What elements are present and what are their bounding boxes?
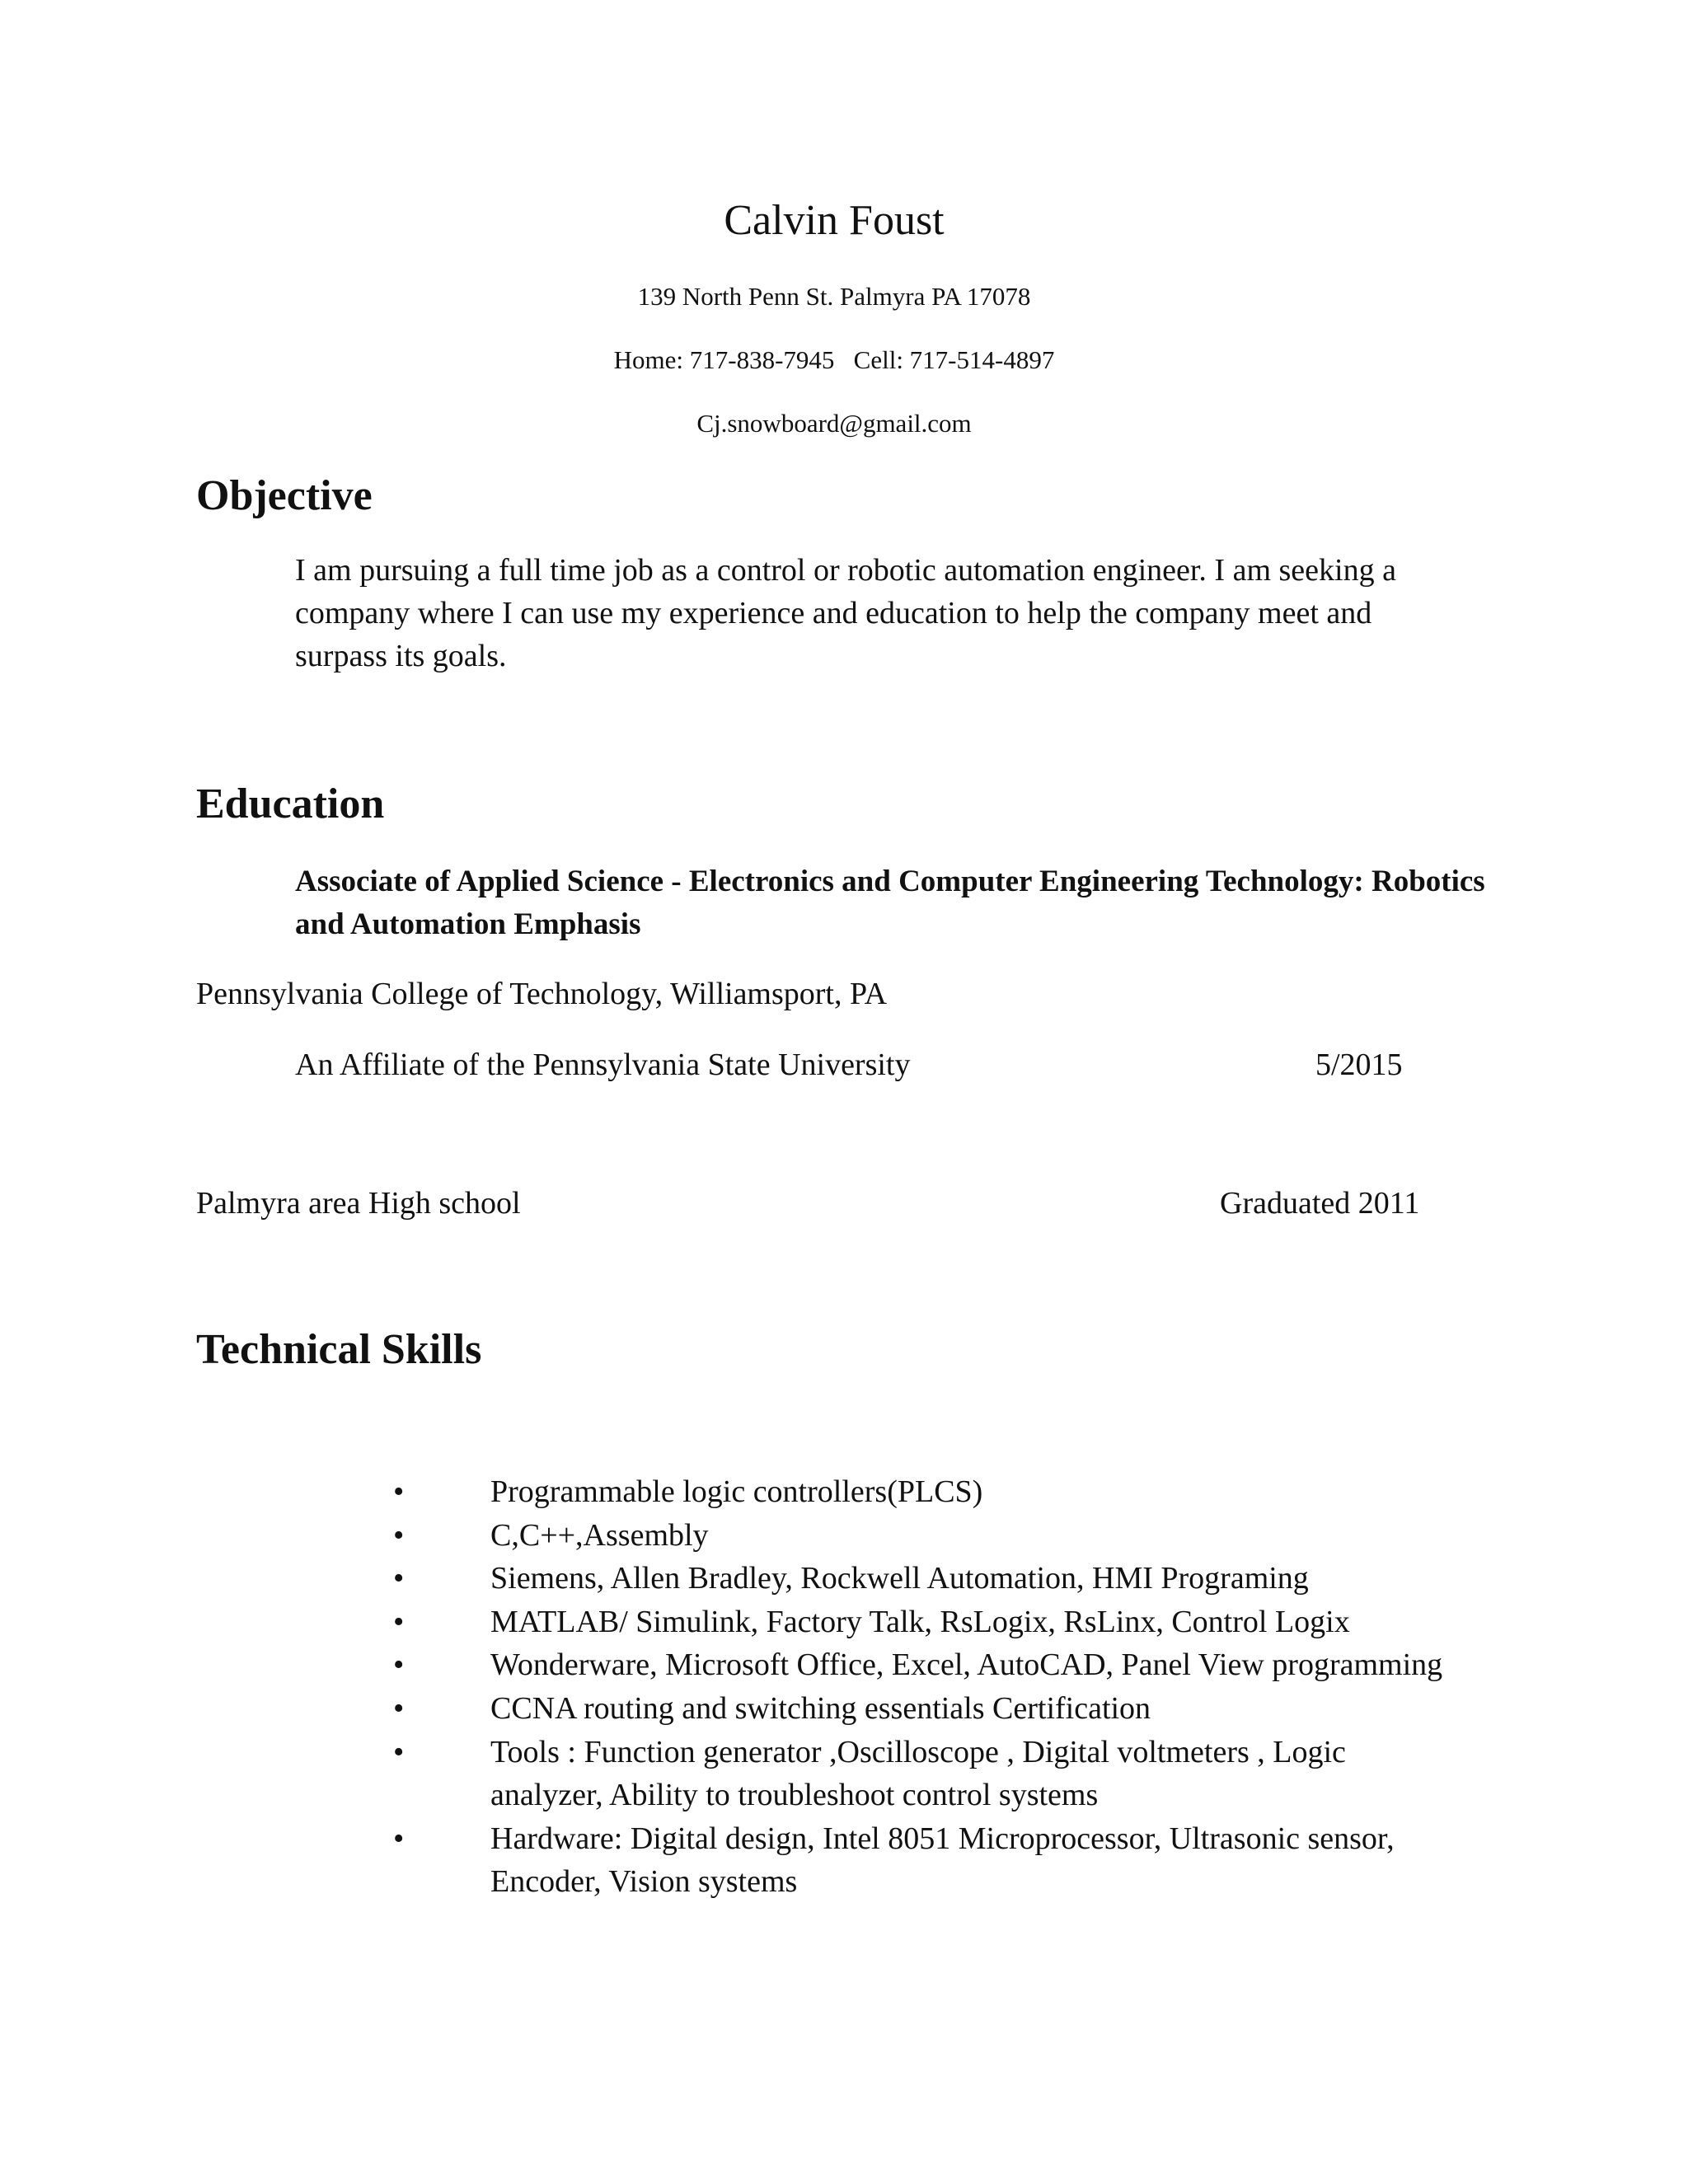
bullet-icon: • xyxy=(393,1821,405,1856)
skill-text: Wonderware, Microsoft Office, Excel, AutoCAD, Panel View programming xyxy=(490,1647,1443,1683)
phone-numbers: Home: 717-838-7945 Cell: 717-514-4897 xyxy=(613,345,1055,374)
skills-heading: Technical Skills xyxy=(196,1326,482,1373)
bullet-icon: • xyxy=(393,1690,405,1726)
skill-text: CCNA routing and switching essentials Certification xyxy=(490,1690,1151,1726)
objective-heading: Objective xyxy=(196,472,373,519)
objective-text: I am pursuing a full time job as a control or robotic automation engineer. I am seeking a company where I can use my experience and education to help the company meet and surpass its goals. xyxy=(295,553,1396,673)
skill-item xyxy=(0,1687,1463,1731)
high-school-date: Graduated 2011 xyxy=(1220,1186,1420,1221)
skill-text: Siemens, Allen Bradley, Rockwell Automation, HMI Programing xyxy=(490,1561,1309,1596)
skill-text: Programmable logic controllers(PLCS) xyxy=(490,1474,983,1509)
affiliate-text: An Affiliate of the Pennsylvania State University xyxy=(295,1047,911,1082)
skill-item xyxy=(0,1514,1463,1558)
skill-item xyxy=(0,1470,1463,1514)
education-heading: Education xyxy=(196,780,385,827)
bullet-icon: • xyxy=(393,1647,405,1683)
college-name: Pennsylvania College of Technology, Williamsport, PA xyxy=(196,977,888,1011)
degree-title: Associate of Applied Science - Electronics and Computer Engineering Technology: Robotics and Automation Emphasis xyxy=(295,865,1485,941)
bullet-icon: • xyxy=(393,1604,405,1639)
skill-text: MATLAB/ Simulink, Factory Talk, RsLogix, RsLinx, Control Logix xyxy=(490,1604,1350,1639)
skill-item xyxy=(0,1817,1463,1904)
bullet-icon: • xyxy=(393,1474,405,1509)
skill-item xyxy=(0,1557,1463,1601)
skill-text: Tools : Function generator ,Oscilloscope , Digital voltmeters , Logic analyzer, Ability to troubleshoot control systems xyxy=(490,1734,1346,1813)
email: Cj.snowboard@gmail.com xyxy=(696,409,972,438)
address: 139 North Penn St. Palmyra PA 17078 xyxy=(637,282,1031,311)
affiliate-date: 5/2015 xyxy=(1315,1047,1403,1082)
skill-item xyxy=(0,1601,1463,1644)
skill-text: C,C++,Assembly xyxy=(490,1517,709,1553)
bullet-icon: • xyxy=(393,1517,405,1553)
high-school-name: Palmyra area High school xyxy=(196,1186,521,1221)
resume-name: Calvin Foust xyxy=(724,197,945,244)
skill-item xyxy=(0,1643,1463,1687)
skill-item xyxy=(0,1731,1463,1817)
skill-text: Hardware: Digital design, Intel 8051 Microprocessor, Ultrasonic sensor, Encoder, Vision systems xyxy=(490,1821,1395,1900)
bullet-icon: • xyxy=(393,1734,405,1769)
bullet-icon: • xyxy=(393,1561,405,1596)
skills-list xyxy=(0,1470,1688,1904)
